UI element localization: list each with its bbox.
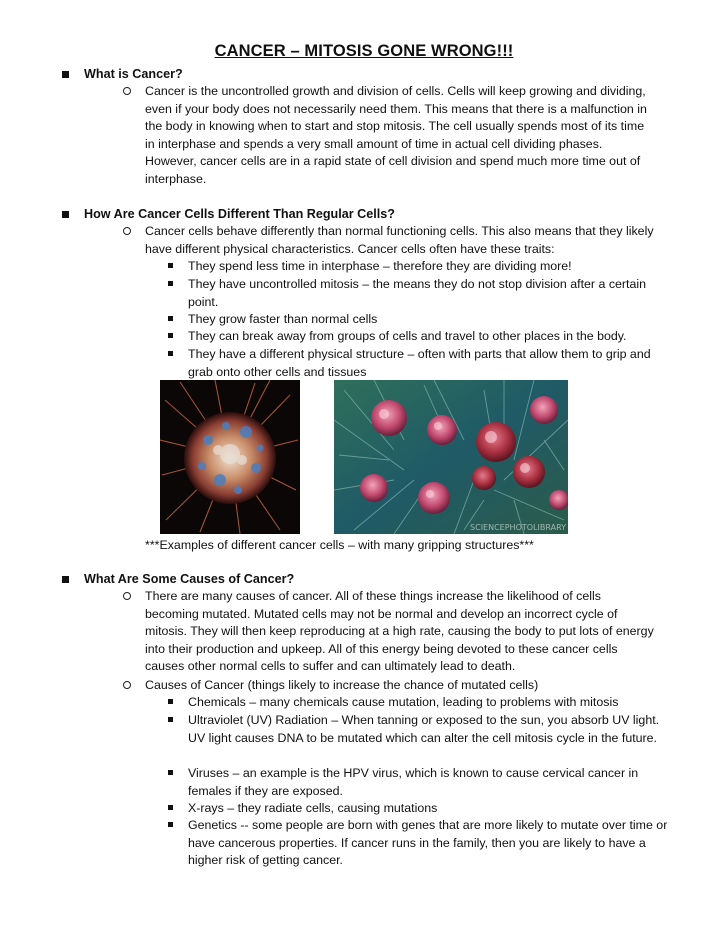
small-square-bullet-icon xyxy=(168,805,173,810)
cause-item: Viruses – an example is the HPV virus, which is known to cause cervical cancer in females if they are exposed. xyxy=(188,765,668,800)
paragraph-what-is-cancer: Cancer is the uncontrolled growth and division of cells. Cells will keep growing and dividing, even if your body does not necessarily need them. This means that there is a malfunction in the body in knowing when to start and stop mitosis. The cell usually spends most of its time in interphase and spends a very small amount of time in actual cell dividing phases. However, cancer cells are in a rapid state of cell division and spend much more time out of interphase. xyxy=(145,83,655,189)
trait-item: They have uncontrolled mitosis – the means they do not stop division after a certain point. xyxy=(188,276,668,311)
cause-item: X-rays – they radiate cells, causing mutations xyxy=(188,800,668,818)
paragraph-causes-list-intro: Causes of Cancer (things likely to increase the chance of mutated cells) xyxy=(145,677,655,695)
small-square-bullet-icon xyxy=(168,351,173,356)
small-square-bullet-icon xyxy=(168,263,173,268)
section-heading-causes: What Are Some Causes of Cancer? xyxy=(84,572,294,586)
circle-bullet-icon xyxy=(123,87,131,95)
cause-item: Chemicals – many chemicals cause mutation, leading to problems with mitosis xyxy=(188,694,668,712)
paragraph-differences: Cancer cells behave differently than normal functioning cells. This also means that they likely have different physical characteristics. Cancer cells often have these traits: xyxy=(145,223,655,258)
trait-item: They spend less time in interphase – therefore they are dividing more! xyxy=(188,258,668,276)
circle-bullet-icon xyxy=(123,592,131,600)
small-square-bullet-icon xyxy=(168,822,173,827)
section-heading-differences: How Are Cancer Cells Different Than Regular Cells? xyxy=(84,207,395,221)
trait-item: They grow faster than normal cells xyxy=(188,311,668,329)
square-bullet-icon xyxy=(62,71,69,78)
small-square-bullet-icon xyxy=(168,699,173,704)
watermark-text: SCIENCEPHOTOLIBRARY xyxy=(470,523,566,532)
page-title: CANCER – MITOSIS GONE WRONG!!! xyxy=(214,42,514,60)
paragraph-causes-intro: There are many causes of cancer. All of these things increase the likelihood of cells becoming mutated. Mutated cells may not be normal and develop an incorrect cycle of mitosis. They will then keep reproducing at a high rate, causing the body to put lots of energy into their production and upkeep. All of this energy being devoted to these cancer cells causes other normal cells to suffer and can ultimately lead to death. xyxy=(145,588,655,676)
small-square-bullet-icon xyxy=(168,333,173,338)
circle-bullet-icon xyxy=(123,681,131,689)
cause-item: Genetics -- some people are born with genes that are more likely to mutate over time or have cancerous properties. If cancer runs in the family, then you are likely to have a higher risk of getting cancer. xyxy=(188,817,668,870)
small-square-bullet-icon xyxy=(168,770,173,775)
square-bullet-icon xyxy=(62,576,69,583)
square-bullet-icon xyxy=(62,211,69,218)
cause-item: Ultraviolet (UV) Radiation – When tanning or exposed to the sun, you absorb UV light. UV light causes DNA to be mutated which can alter the cell mitosis cycle in the future. xyxy=(188,712,668,747)
trait-item: They can break away from groups of cells and travel to other places in the body. xyxy=(188,328,668,346)
small-square-bullet-icon xyxy=(168,717,173,722)
small-square-bullet-icon xyxy=(168,316,173,321)
circle-bullet-icon xyxy=(123,227,131,235)
section-heading-what-is-cancer: What is Cancer? xyxy=(84,67,183,81)
cancer-cell-photo-1 xyxy=(160,380,300,534)
trait-item: They have a different physical structure – often with parts that allow them to grip and grab onto other cells and tissues xyxy=(188,346,668,381)
cancer-cell-photo-2 xyxy=(334,380,568,534)
image-caption: ***Examples of different cancer cells – with many gripping structures*** xyxy=(145,538,534,552)
small-square-bullet-icon xyxy=(168,281,173,286)
